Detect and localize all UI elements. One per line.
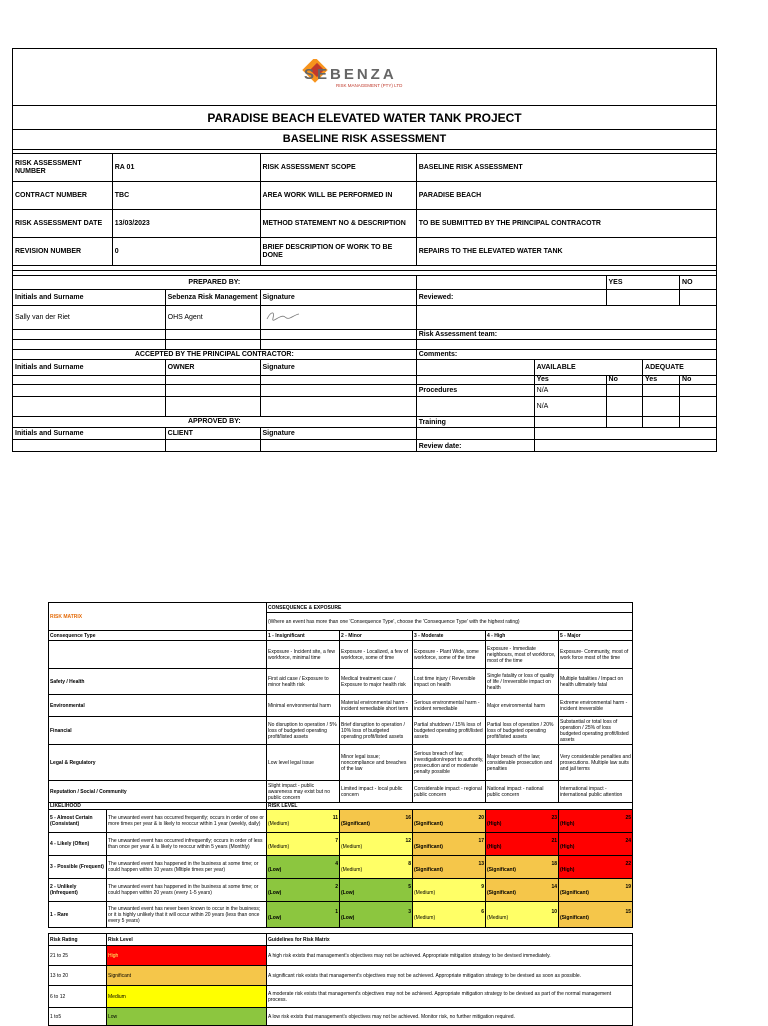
- client-label: CLIENT: [165, 428, 260, 440]
- env-5: Extreme environmental harm - incident irreversible: [559, 695, 633, 717]
- env-3: Serious environmental harm - incident remediable: [413, 695, 486, 717]
- document-title: BASELINE RISK ASSESSMENT: [13, 130, 717, 150]
- approved-initials-label: Initials and Surname: [13, 428, 166, 440]
- likelihood-5-desc: The unwanted event has occurred frequently; occurs in order of one or more times per year & is likely to reoccur within 1 year (weekly, daily): [107, 810, 267, 833]
- row-label-environmental: Environmental: [49, 695, 267, 717]
- legal-3: Serious breach of law; investigation/report to authority, prosecution and or moderate penalty possible: [413, 745, 486, 781]
- matrix-cell-score: 14: [551, 884, 558, 890]
- preparer-role: OHS Agent: [165, 306, 260, 330]
- row-label-financial: Financial: [49, 717, 267, 745]
- available-yes: Yes: [534, 376, 606, 385]
- adequate-heading: ADEQUATE: [643, 360, 717, 376]
- matrix-cell-level: (High): [487, 821, 502, 827]
- matrix-cell-level: (Low): [268, 867, 282, 873]
- matrix-cell-level: (Medium): [268, 844, 290, 850]
- rep-5: International impact - international public attention: [559, 781, 633, 803]
- matrix-cell-level: (Significant): [414, 821, 443, 827]
- level-2: 2 - Minor: [340, 631, 413, 641]
- matrix-cell-score: 22: [625, 861, 632, 867]
- rating-range-medium: 6 to 12: [49, 986, 107, 1008]
- matrix-cell-score: 17: [478, 838, 485, 844]
- matrix-cell: [486, 856, 559, 879]
- env-4: Major environmental harm: [486, 695, 559, 717]
- method-label: METHOD STATEMENT NO & DESCRIPTION: [260, 210, 416, 238]
- matrix-cell-level: (Significant): [487, 890, 516, 896]
- matrix-cell-score: 18: [551, 861, 558, 867]
- row-label-reputation: Reputation / Social / Community: [49, 781, 267, 803]
- procedures-na: N/A: [534, 385, 606, 397]
- area-label: AREA WORK WILL BE PERFORMED IN: [260, 182, 416, 210]
- rating-level-high: High: [107, 946, 267, 966]
- guidelines-label: Guidelines for Risk Matrix: [267, 934, 633, 946]
- comments-label: Comments:: [416, 350, 716, 360]
- risk-rating-label: Risk Rating: [49, 934, 107, 946]
- matrix-cell-level: (Significant): [487, 867, 516, 873]
- rating-range-low: 1 to5: [49, 1008, 107, 1026]
- level-1: 1 - Insignificant: [267, 631, 340, 641]
- matrix-cell: [413, 879, 486, 902]
- legal-1: Low level legal issue: [267, 745, 340, 781]
- revision-value: 0: [112, 238, 260, 266]
- likelihood-3-label: 3 - Possible (Frequent): [49, 856, 107, 879]
- likelihood-1-desc: The unwanted event has never been known to occur in the business; or it is highly unlikely that it will occur within 20 years (less than once every 5 years): [107, 902, 267, 928]
- training-label: Training: [416, 417, 534, 428]
- likelihood-3-desc: The unwanted event has happened in the business at some time; or could happen within 10 years (Mltiple times per year): [107, 856, 267, 879]
- fin-5: Substantial or total loss of operation / 25% of loss budgeted operating profit/listed assets: [559, 717, 633, 745]
- matrix-cell: [267, 833, 340, 856]
- matrix-cell-level: (Medium): [341, 844, 363, 850]
- risk-level-col-label: Risk Level: [107, 934, 267, 946]
- matrix-cell-score: 10: [551, 908, 558, 915]
- matrix-cell-score: 2: [335, 884, 339, 890]
- guideline-significant: A significant risk exists that management's objectives may not be achieved. Appropriate mitigation strategy to be devised as soon as possible.: [267, 966, 633, 986]
- approved-by-heading: APPROVED BY:: [13, 417, 417, 428]
- matrix-cell-level: (Medium): [414, 914, 436, 921]
- matrix-cell: [486, 833, 559, 856]
- matrix-cell: [340, 879, 413, 902]
- matrix-cell: [267, 902, 340, 928]
- matrix-cell: [413, 902, 486, 928]
- matrix-cell: [340, 902, 413, 928]
- fin-4: Partial loss of operation / 20% loss of budgeted operating profit/listed assets: [486, 717, 559, 745]
- matrix-cell: [267, 810, 340, 833]
- area-value: PARADISE BEACH: [416, 182, 716, 210]
- prepared-signature-label: Signature: [260, 290, 416, 306]
- risk-level-label: RISK LEVEL: [267, 803, 633, 810]
- scope-value: BASELINE RISK ASSESSMENT: [416, 154, 716, 182]
- prepared-initials-label: Initials and Surname: [13, 290, 166, 306]
- no-heading: NO: [680, 276, 717, 290]
- approved-signature-label: Signature: [260, 428, 416, 440]
- date-value: 13/03/2023: [112, 210, 260, 238]
- rep-1: Slight impact - public awareness may exist but no public concern: [267, 781, 340, 803]
- rating-level-medium: Medium: [107, 986, 267, 1008]
- matrix-cell-level: (Significant): [560, 890, 589, 896]
- consequence-header: CONSEQUENCE & EXPOSURE: [267, 603, 633, 613]
- revision-label: REVISION NUMBER: [13, 238, 113, 266]
- matrix-cell-score: 11: [332, 815, 339, 821]
- legal-2: Minor legal issue; noncompliance and breaches of the law: [340, 745, 413, 781]
- exposure-5: Exposure- Community, most of work force most of the time: [559, 641, 633, 669]
- exposure-2: Exposure - Localized, a few of workforce, some of time: [340, 641, 413, 669]
- available-no: No: [606, 376, 643, 385]
- matrix-cell-level: (Low): [341, 914, 355, 921]
- matrix-cell: [559, 902, 633, 928]
- matrix-cell-level: (High): [560, 821, 575, 827]
- matrix-cell: [413, 833, 486, 856]
- matrix-cell-level: (Significant): [341, 821, 370, 827]
- matrix-cell: [559, 879, 633, 902]
- matrix-cell: [267, 879, 340, 902]
- likelihood-1-label: 1 - Rare: [49, 902, 107, 928]
- safety-2: Medical treatment case / Exposure to major health risk: [340, 669, 413, 695]
- rating-range-high: 21 to 25: [49, 946, 107, 966]
- matrix-cell-score: 7: [335, 838, 339, 844]
- risk-matrix-sheet: [48, 602, 633, 1026]
- likelihood-label: LIKELIHOOD: [49, 803, 267, 810]
- method-value: TO BE SUBMITTED BY THE PRINCIPAL CONTRACOTR: [416, 210, 716, 238]
- matrix-cell-level: (High): [560, 867, 575, 873]
- matrix-cell-score: 9: [481, 884, 485, 890]
- guideline-high: A high risk exists that management's objectives may not be achieved. Appropriate mitigation strategy to be devised immediately.: [267, 946, 633, 966]
- matrix-cell: [486, 902, 559, 928]
- signature-scribble-icon: [263, 309, 303, 323]
- procedures-label: Procedures: [416, 385, 534, 397]
- ra-number-value: RA 01: [112, 154, 260, 182]
- matrix-cell-score: 8: [408, 861, 412, 867]
- risk-assessment-header-sheet: [12, 48, 717, 452]
- likelihood-5-label: 5 - Almost Certain (Consistant): [49, 810, 107, 833]
- prepared-by-heading: PREPARED BY:: [13, 276, 417, 290]
- rating-range-significant: 13 to 20: [49, 966, 107, 986]
- matrix-cell-level: (High): [487, 844, 502, 850]
- matrix-cell: [486, 810, 559, 833]
- matrix-cell-score: 1: [335, 908, 339, 915]
- matrix-cell-level: (Medium): [414, 890, 436, 896]
- env-2: Material environmental harm - incident remediable short term: [340, 695, 413, 717]
- exposure-1: Exposure - Incident site, a few workforce, minimal time: [267, 641, 340, 669]
- matrix-cell-score: 16: [405, 815, 412, 821]
- matrix-cell: [413, 856, 486, 879]
- matrix-cell-level: (Medium): [341, 867, 363, 873]
- owner-label: OWNER: [165, 360, 260, 376]
- likelihood-4-label: 4 - Likely (Often): [49, 833, 107, 856]
- reviewed-label: Reviewed:: [416, 290, 606, 306]
- fin-1: No disruption to operation / 5% loss of budgeted operating profit/listed assets: [267, 717, 340, 745]
- env-1: Minimal environmental harm: [267, 695, 340, 717]
- likelihood-row: [49, 856, 633, 879]
- safety-1: First aid case / Exposure to minor health risk: [267, 669, 340, 695]
- safety-3: Lost time injury / Reversible impact on health: [413, 669, 486, 695]
- safety-5: Multiple fatalities / Impact on health ultimately fatal: [559, 669, 633, 695]
- matrix-cell-score: 21: [551, 838, 558, 844]
- safety-4: Single fatality or loss of quality of life / Irreversible impact on health: [486, 669, 559, 695]
- matrix-cell: [559, 833, 633, 856]
- logo-brand: SEBENZA: [303, 65, 397, 83]
- matrix-cell: [340, 856, 413, 879]
- matrix-cell-score: 5: [408, 884, 412, 890]
- matrix-cell-score: 15: [625, 908, 632, 915]
- accepted-by-heading: ACCEPTED BY THE PRINCIPAL CONTRACTOR:: [13, 350, 417, 360]
- matrix-cell-level: (Significant): [560, 914, 589, 921]
- matrix-cell: [413, 810, 486, 833]
- accepted-initials-label: Initials and Surname: [13, 360, 166, 376]
- company-name: Sebenza Risk Management: [165, 290, 260, 306]
- matrix-cell-level: (Low): [341, 890, 355, 896]
- brief-label: BRIEF DESCRIPTION OF WORK TO BE DONE: [260, 238, 416, 266]
- sebenza-logo: [300, 59, 430, 93]
- consequence-type-label: Consequence Type: [49, 631, 267, 641]
- matrix-cell-level: (Low): [268, 914, 282, 921]
- matrix-cell: [559, 856, 633, 879]
- legal-5: Very considerable penalties and prosecutions. Multiple law suits and jail terms: [559, 745, 633, 781]
- contract-value: TBC: [112, 182, 260, 210]
- row-label-safety: Safety / Health: [49, 669, 267, 695]
- matrix-cell: [340, 833, 413, 856]
- likelihood-row: [49, 902, 633, 928]
- matrix-title: RISK MATRIX: [49, 603, 267, 631]
- brief-value: REPAIRS TO THE ELEVATED WATER TANK: [416, 238, 716, 266]
- likelihood-2-desc: The unwanted event has happened in the business at some time; or could happen within 20 years (every 1-5 years): [107, 879, 267, 902]
- matrix-cell-score: 25: [625, 815, 632, 821]
- matrix-cell-level: (Significant): [414, 867, 443, 873]
- logo-cell: [13, 49, 717, 106]
- date-label: RISK ASSESSMENT DATE: [13, 210, 113, 238]
- matrix-cell-level: (Medium): [487, 914, 509, 921]
- rating-level-low: Low: [107, 1008, 267, 1026]
- project-title: PARADISE BEACH ELEVATED WATER TANK PROJECT: [13, 106, 717, 130]
- exposure-3: Exposure - Plant Wide, some workforce, some of the time: [413, 641, 486, 669]
- matrix-cell-score: 12: [405, 838, 412, 844]
- matrix-cell-score: 13: [478, 861, 485, 867]
- likelihood-4-desc: The unwanted event has occurred infrequently; occurs in order of less than once per year & is likely to reoccur within 5 years (Monthly): [107, 833, 267, 856]
- rep-3: Considerable impact - regional public concern: [413, 781, 486, 803]
- level-5: 5 - Major: [559, 631, 633, 641]
- row-label-legal: Legal & Regulatory: [49, 745, 267, 781]
- yes-heading: YES: [606, 276, 680, 290]
- rep-2: Limited impact - local public concern: [340, 781, 413, 803]
- review-date-label: Review date:: [416, 440, 534, 452]
- adequate-no: No: [680, 376, 717, 385]
- accepted-signature-label: Signature: [260, 360, 416, 376]
- signature-image: [260, 306, 416, 330]
- fin-2: Brief disruption to operation / 10% loss of budgeted operating profit/listed assets: [340, 717, 413, 745]
- matrix-cell-level: (Low): [268, 890, 282, 896]
- matrix-cell-score: 3: [408, 908, 412, 915]
- likelihood-row: [49, 833, 633, 856]
- legal-4: Major breach of the law; considerable prosecution and penalties: [486, 745, 559, 781]
- matrix-cell: [340, 810, 413, 833]
- matrix-cell-score: 24: [625, 838, 632, 844]
- level-3: 3 - Moderate: [413, 631, 486, 641]
- training-na: N/A: [534, 397, 606, 417]
- guideline-low: A low risk exists that management's objectives may not be achieved. Monitor risk, no further mitigation required.: [267, 1008, 633, 1026]
- matrix-cell-level: (Significant): [414, 844, 443, 850]
- matrix-cell-score: 20: [478, 815, 485, 821]
- adequate-yes: Yes: [643, 376, 680, 385]
- logo-tagline: RISK MANAGEMENT (PTY) LTD: [335, 82, 402, 88]
- rating-level-significant: Significant: [107, 966, 267, 986]
- matrix-cell-score: 4: [335, 861, 339, 867]
- fin-3: Partial shutdown / 15% loss of budgeted operating profit/listed assets: [413, 717, 486, 745]
- matrix-cell: [486, 879, 559, 902]
- matrix-cell-level: (Medium): [268, 821, 290, 827]
- matrix-cell-score: 6: [481, 908, 485, 915]
- likelihood-row: [49, 810, 633, 833]
- team-label: Risk Assessment team:: [416, 330, 716, 340]
- matrix-cell-level: (High): [560, 844, 575, 850]
- matrix-cell: [559, 810, 633, 833]
- rep-4: National impact - national public concern: [486, 781, 559, 803]
- preparer-name: Sally van der Riet: [13, 306, 166, 330]
- contract-label: CONTRACT NUMBER: [13, 182, 113, 210]
- matrix-cell-score: 23: [551, 815, 558, 821]
- likelihood-2-label: 2 - Unlikely (Infrequent): [49, 879, 107, 902]
- consequence-note: (Where an event has more than one 'Consequence Type', choose the 'Consequence Type' with the highest rating): [267, 613, 633, 631]
- matrix-cell-score: 19: [625, 884, 632, 890]
- level-4: 4 - High: [486, 631, 559, 641]
- available-heading: AVAILABLE: [534, 360, 642, 376]
- guideline-medium: A moderate risk exists that management's objectives may not be achieved. Appropriate mitigation strategy to be devised as part of the normal management process.: [267, 986, 633, 1008]
- matrix-cell: [267, 856, 340, 879]
- ra-number-label: RISK ASSESSMENT NUMBER: [13, 154, 113, 182]
- scope-label: RISK ASSESSMENT SCOPE: [260, 154, 416, 182]
- exposure-4: Exposure - Immediate neighbours, most of workforce, most of the time: [486, 641, 559, 669]
- likelihood-row: [49, 879, 633, 902]
